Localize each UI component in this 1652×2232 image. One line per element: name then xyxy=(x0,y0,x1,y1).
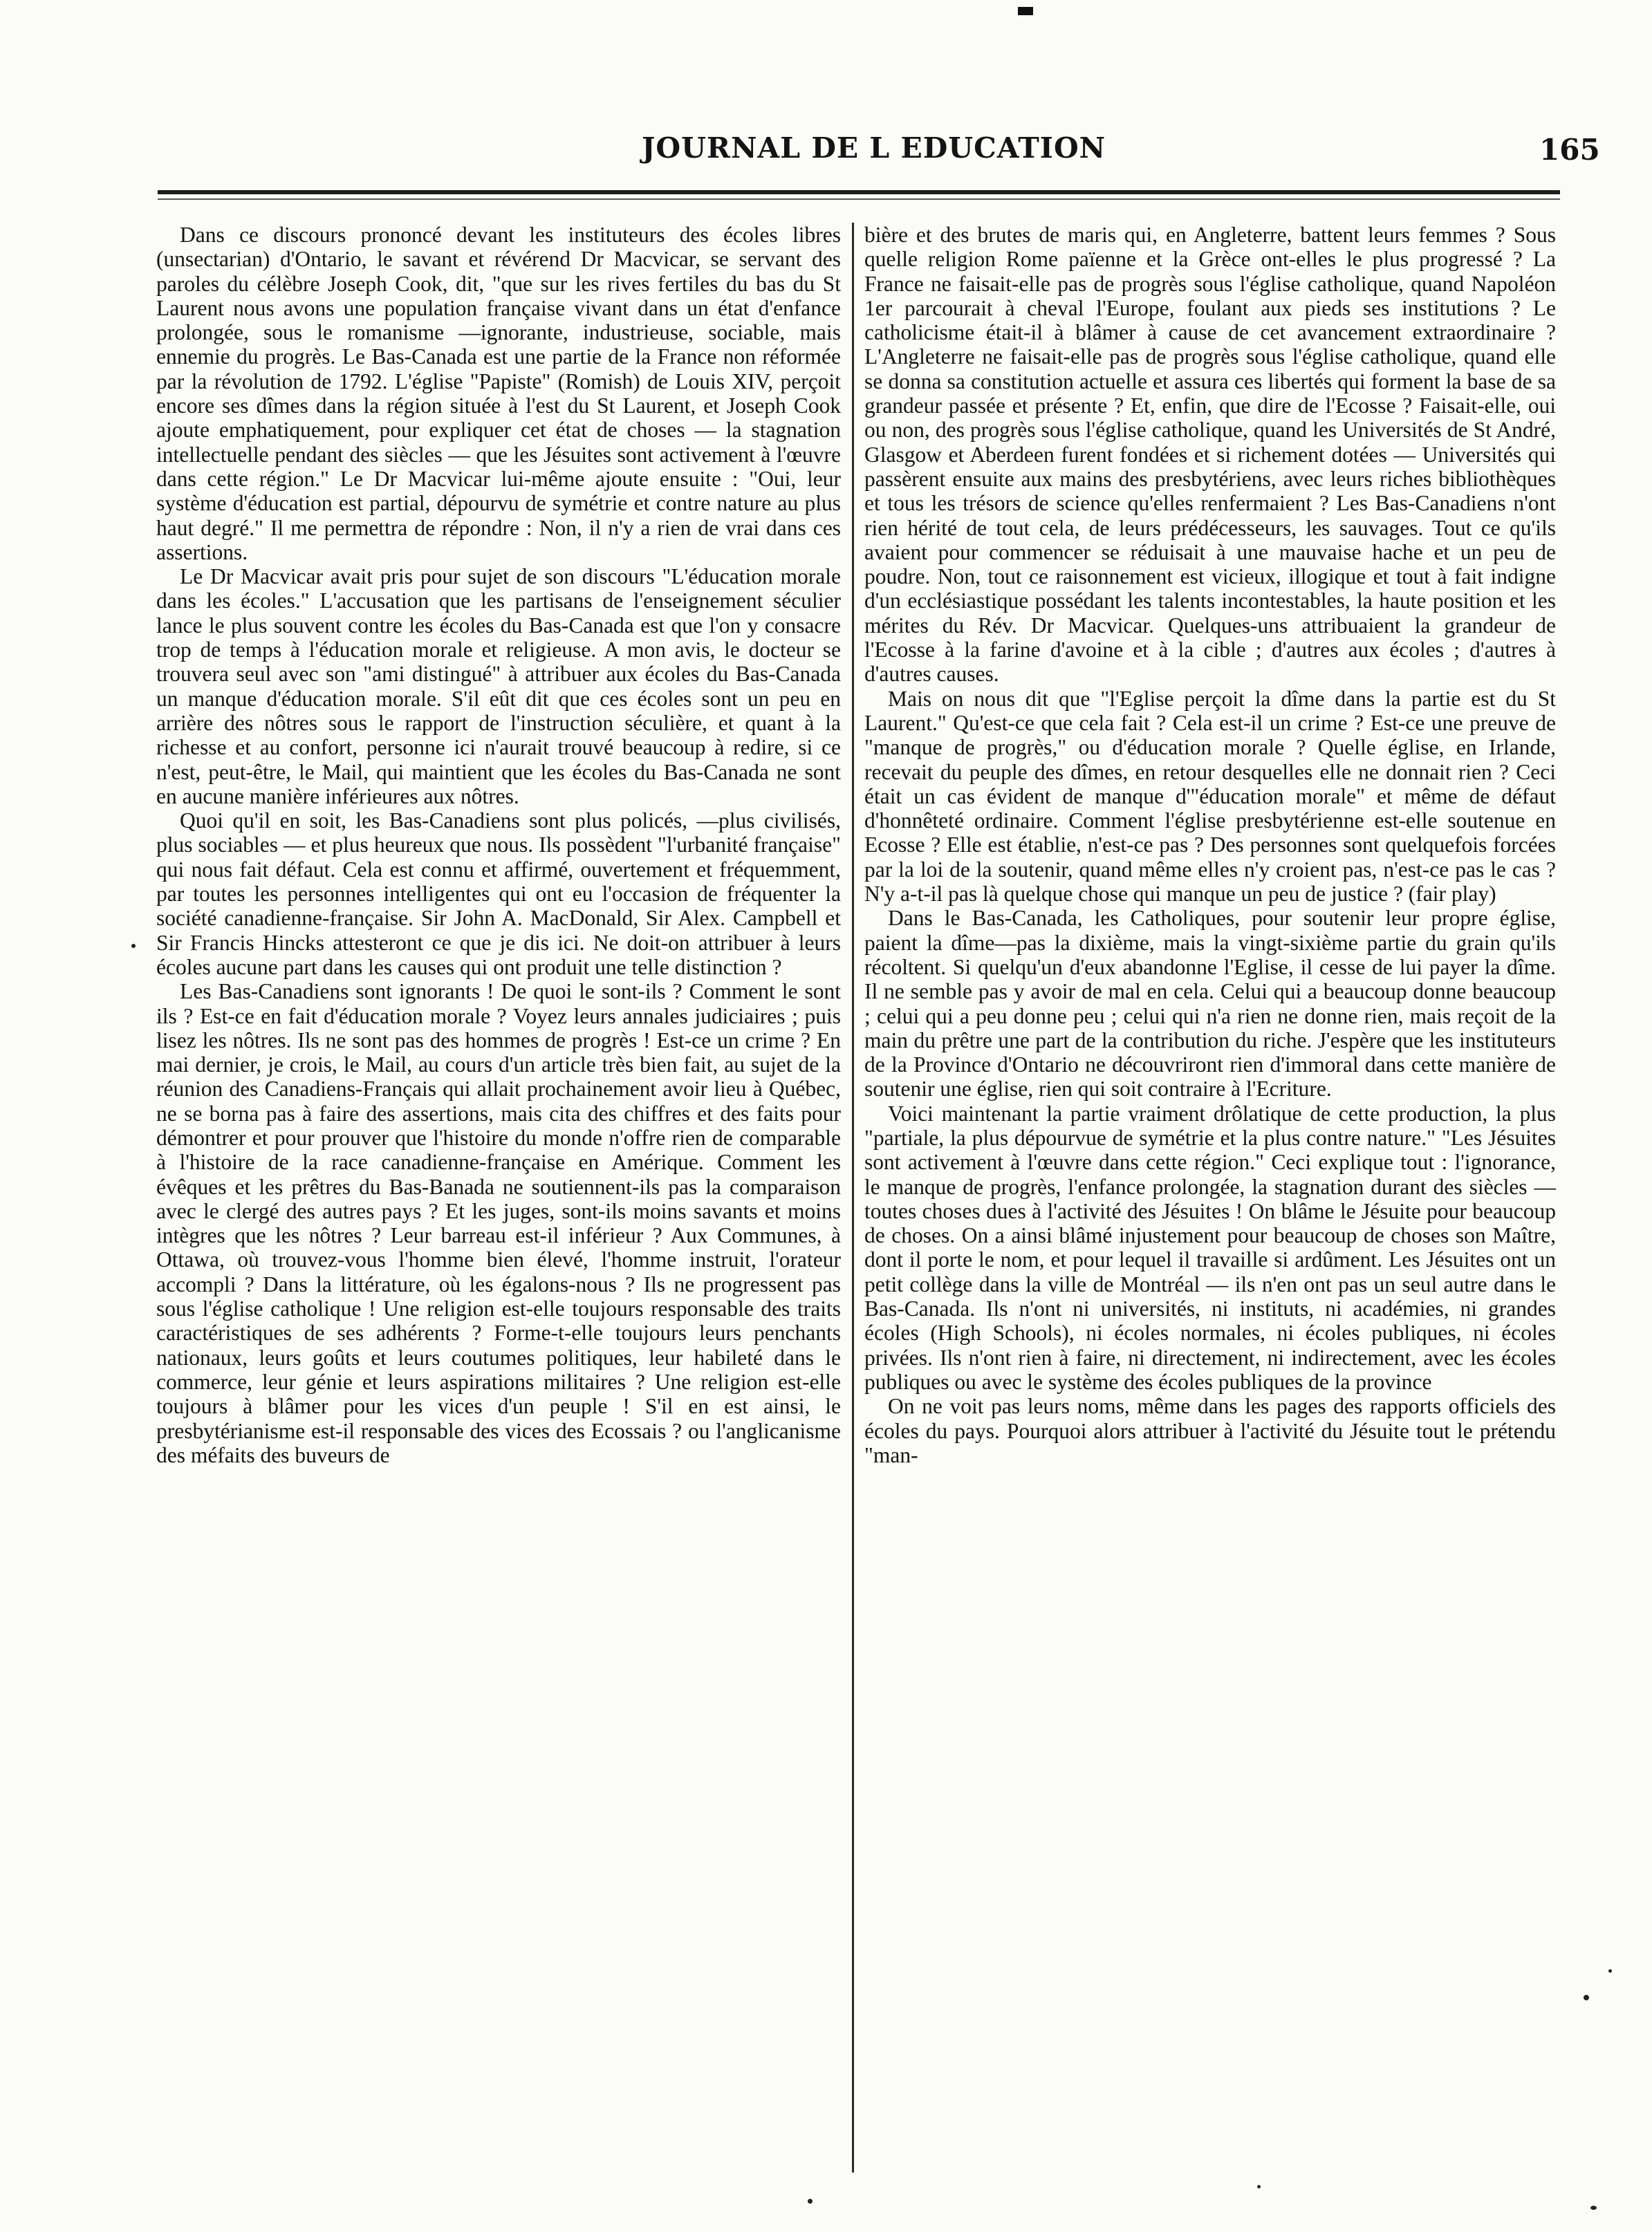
ink-speck xyxy=(1257,2185,1261,2188)
ink-speck xyxy=(1590,2206,1597,2210)
header-rule-thin xyxy=(158,198,1560,200)
paragraph: Dans le Bas-Canada, les Catholiques, pour soutenir leur propre église, paient la dîme—pas la dixième, mais la vingt-sixième partie du grain qu'ils récoltent. Si quelqu'un d'eux abandonne l'Eglise, il cesse de lui payer la dîme. Il ne semble pas y avoir de mal en cela. Celui qui a beaucoup donne beaucoup ; celui qui a peu donne peu ; celui qui n'a rien ne donne rien, mais reçoit de la main du prêtre une part de la contribution du riche. J'espère que les instituteurs de la Province d'Ontario ne découvriront rien d'immoral dans cette manière de soutenir une église, rien qui soit contraire à l'Ecriture. xyxy=(864,906,1556,1101)
ink-speck xyxy=(131,944,136,948)
paragraph: Dans ce discours prononcé devant les instituteurs des écoles libres (unsectarian) d'Ontario, le savant et révérend Dr Macvicar, se servant des paroles du célèbre Joseph Cook, dit, "que sur les rives fertiles du bas du St Laurent nous avons une population française vivant dans un état d'enfance prolongée, sous le romanisme —ignorante, industrieuse, sociable, mais ennemie du progrès. Le Bas-Canada est une partie de la France non réformée par la révolution de 1792. L'église "Papiste" (Romish) de Louis XIV, perçoit encore ses dîmes dans la région située à l'est du St Laurent, et Joseph Cook ajoute emphatiquement, pour expliquer cet état de choses — la stagnation intellectuelle pendant des siècles — que les Jésuites sont activement à l'œuvre dans cette région." Le Dr Macvicar lui-même ajoute ensuite : "Oui, leur système d'éducation est partial, dépourvu de symétrie et contre nature au plus haut degré." Il me permettra de répondre : Non, il n'y a rien de vrai dans ces assertions. xyxy=(156,223,841,564)
right-column xyxy=(864,223,1556,1467)
paragraph: Mais on nous dit que "l'Eglise perçoit la dîme dans la partie est du St Laurent." Qu'est-ce que cela fait ? Cela est-il un crime ? Est-ce une preuve de "manque de progrès," ou d'éducation morale ? Quelle église, en Irlande, recevait du peuple des dîmes, en retour desquelles elle ne donnait rien ? Ceci était un cas évident de manque d'"éducation morale" et même de défaut d'honnêteté ordinaire. Comment l'église presbytérienne est-elle soutenue en Ecosse ? Elle est établie, n'est-ce pas ? Des personnes sont quelquefois forcées par la loi de la soutenir, quand même elles n'y croient pas, n'est-ce pas le cas ? N'y a-t-il pas là quelque chose qui manque un peu de justice ? (fair play) xyxy=(864,686,1556,906)
ink-speck xyxy=(1584,1995,1589,2000)
journal-title: JOURNAL DE L EDUCATION xyxy=(642,131,1106,165)
paragraph: On ne voit pas leurs noms, même dans les pages des rapports officiels des écoles du pays. Pourquoi alors attribuer à l'activité du Jésuite tout le prétendu "man- xyxy=(864,1394,1556,1467)
paragraph: Voici maintenant la partie vraiment drôlatique de cette production, la plus "partiale, la plus dépourvue de symétrie et la plus contre nature." "Les Jésuites sont activement à l'œuvre dans cette région." Ceci explique tout : l'ignorance, le manque de progrès, l'enfance prolongée, la stagnation durant des siècles — toutes choses dues à l'activité des Jésuites ! On blâme le Jésuite pour beaucoup de choses. On a ainsi blâmé injustement pour beaucoup de choses son Maître, dont il porte le nom, et pour lequel il travaille si ardûment. Les Jésuites ont un petit collège dans la ville de Montréal — ils n'en ont pas un seul autre dans le Bas-Canada. Ils n'ont ni universités, ni instituts, ni académies, ni grandes écoles (High Schools), ni écoles normales, ni écoles publiques, ni écoles privées. Ils n'ont rien à faire, ni directement, ni indirectement, avec les écoles publiques ou avec le système des écoles publiques de la province xyxy=(864,1101,1556,1394)
page-number: 165 xyxy=(1539,133,1600,167)
left-column xyxy=(156,223,841,1467)
paragraph: Quoi qu'il en soit, les Bas-Canadiens sont plus policés, —plus civilisés, plus sociables — et plus heureux que nous. Ils possèdent "l'urbanité française" qui nous fait défaut. Cela est connu et affirmé, ouvertement et fréquemment, par toutes les personnes intelligentes qui ont eu l'occasion de fréquenter la société canadienne-française. Sir John A. MacDonald, Sir Alex. Campbell et Sir Francis Hincks attesteront ce que je dis ici. Ne doit-on attribuer à leurs écoles aucune part dans les causes qui ont produit une telle distinction ? xyxy=(156,808,841,979)
ink-speck xyxy=(808,2199,813,2204)
ink-speck xyxy=(1608,1969,1612,1973)
running-head xyxy=(0,131,1652,180)
paragraph: Les Bas-Canadiens sont ignorants ! De quoi le sont-ils ? Comment le sont ils ? Est-ce en fait d'éducation morale ? Voyez leurs annales judiciaires ; puis lisez les nôtres. Ils ne sont pas des hommes de progrès ! Est-ce un crime ? En mai dernier, je crois, le Mail, au cours d'un article très bien fait, au sujet de la réunion des Canadiens-Français qui allait prochainement avoir lieu à Québec, ne se borna pas à faire des assertions, mais cita des chiffres et des faits pour démontrer et pour prouver que l'histoire du monde n'offre rien de comparable à l'histoire de la race canadienne-française en Amérique. Comment les évêques et les prêtres du Bas-Banada ne soutiennent-ils pas la comparaison avec le clergé des autres pays ? Et les juges, sont-ils moins savants et moins intègres que les nôtres ? Leur barreau est-il inférieur ? Aux Communes, à Ottawa, où trouvez-vous l'homme bien élevé, l'homme instruit, l'orateur accompli ? Dans la littérature, où les égalons-nous ? Ils ne progressent pas sous l'église catholique ! Une religion est-elle toujours responsable des traits caractéristiques de ses adhérents ? Forme-t-elle toujours leurs penchants nationaux, leurs goûts et leurs coutumes politiques, leur habileté dans le commerce, leur génie et leurs aspirations militaires ? Une religion est-elle toujours à blâmer pour les vices d'un peuple ! S'il en est ainsi, le presbytérianisme est-il responsable des vices des Ecossais ? ou l'anglicanisme des méfaits des buveurs de xyxy=(156,979,841,1467)
paragraph: bière et des brutes de maris qui, en Angleterre, battent leurs femmes ? Sous quelle religion Rome païenne et la Grèce ont-elles le plus progressé ? La France ne faisait-elle pas de progrès sous l'église catholique, quand Napoléon 1er parcourait à cheval l'Europe, foulant aux pieds ses institutions ? Le catholicisme était-il à blâmer à cause de cet avancement extraordinaire ? L'Angleterre ne faisait-elle pas de progrès sous l'église catholique, quand elle se donna sa constitution actuelle et assura ces libertés qui forment la base de sa grandeur passée et présente ? Et, enfin, que dire de l'Ecosse ? Faisait-elle, oui ou non, des progrès sous l'église catholique, quand les Universités de St André, Glasgow et Aberdeen furent fondées et si richement dotées — Universités qui passèrent ensuite aux mains des presbytériens, avec leurs riches bibliothèques et tous les trésors de science qu'elles renfermaient ? Les Bas-Canadiens n'ont rien hérité de tout cela, de leurs prédécesseurs, les sauvages. Tout ce qu'ils avaient pour commencer se réduisait à une mauvaise hache et un peu de poudre. Non, tout ce raisonnement est vicieux, illogique et tout à fait indigne d'un ecclésiastique possédant les talents incontestables, la haute position et les mérites du Rév. Dr Macvicar. Quelques-uns attribuaient la grandeur de l'Ecosse à la farine d'avoine et à la cible ; d'autres aux écoles ; d'autres à d'autres causes. xyxy=(864,223,1556,687)
column-divider xyxy=(852,223,854,2173)
paragraph: Le Dr Macvicar avait pris pour sujet de son discours "L'éducation morale dans les écoles." L'accusation que les partisans de l'enseignement séculier lance le plus souvent contre les écoles du Bas-Canada est que l'on y consacre trop de temps à l'éducation morale et religieuse. A mon avis, le docteur se trouvera seul avec son "ami distingué" à attribuer aux écoles du Bas-Canada un manque d'éducation morale. S'il eût dit que ces écoles sont un peu en arrière des nôtres sous le rapport de l'instruction séculière, et quant à la richesse et au confort, personne ici n'aurait trouvé beaucoup à redire, si ce n'est, peut-être, le Mail, qui maintient que les écoles du Bas-Canada ne sont en aucune manière inférieures aux nôtres. xyxy=(156,564,841,808)
print-mark xyxy=(1018,7,1033,15)
header-rule xyxy=(158,190,1560,194)
